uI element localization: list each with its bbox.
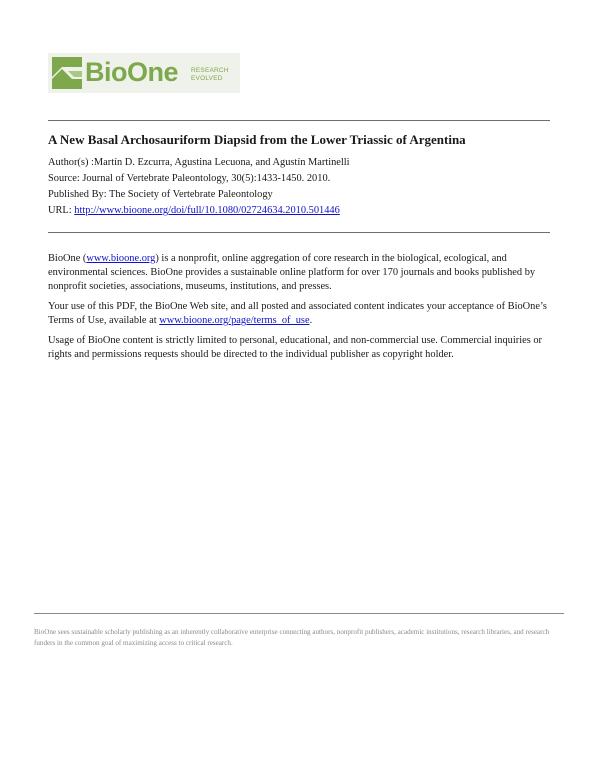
article-metadata [48,155,553,219]
footer-divider [34,613,564,614]
about-text-rest: ) is a nonprofit, online aggregation of core research in the biological, ecological, and environmental sciences. BioOne provides a sustainable online platform for over 170 journals and books published by nonprofit societies, associations, museums, institutions, and presses. [48,253,536,292]
bioone-home-link[interactable]: www.bioone.org [86,253,156,264]
bioone-logo-wordmark: BioOne [85,57,179,87]
publisher-line [48,187,553,203]
url-line [48,203,553,219]
bioone-logo-mark-icon [52,57,82,89]
tagline-research: RESEARCH [191,67,229,74]
article-url-link[interactable]: http://www.bioone.org/doi/full/10.1080/02724634.2010.501446 [74,205,340,216]
tagline-evolved: EVOLVED [191,75,223,82]
source-label: Source: [48,173,80,184]
source-line [48,171,553,187]
notice-paragraph-terms [48,300,553,328]
article-title: A New Basal Archosauriform Diapsid from the Lower Triassic of Argentina [48,132,466,147]
publisher-value: The Society of Vertebrate Paleontology [109,189,273,200]
source-value: Journal of Vertebrate Paleontology, 30(5):1433-1450. 2010. [82,173,331,184]
notice-text [48,252,553,368]
bioone-logo [48,53,240,93]
about-text-start: BioOne ( [48,253,87,264]
authors-label: Author(s) : [48,157,94,168]
notice-paragraph-usage: Usage of BioOne content is strictly limited to personal, educational, and non-commercial use. Commercial inquiries or rights and permissions requests should be directed to the individual publisher as copyright holder. [48,335,543,360]
url-label: URL: [48,205,72,216]
authors-line [48,155,553,171]
notice-paragraph-about [48,252,553,294]
authors-value: Martín D. Ezcurra, Agustina Lecuona, and Agustín Martinelli [93,157,350,168]
terms-text-start: Your use of this PDF, the BioOne Web site, and all posted and associated content indicates your acceptance of BioOne’s Terms of Use, available at [48,301,547,326]
terms-text-end: . [309,315,313,326]
metadata-divider [48,232,550,233]
header-divider [48,120,550,121]
terms-of-use-link[interactable]: www.bioone.org/page/terms_of_use [159,315,310,326]
publisher-label: Published By: [48,189,107,200]
footer-statement: BioOne sees sustainable scholarly publishing as an inherently collaborative enterprise connecting authors, nonprofit publishers, academic institutions, research libraries, and research funders in the common goal of maximizing access to critical research. [34,628,550,647]
bioone-logo-tagline [191,67,229,83]
